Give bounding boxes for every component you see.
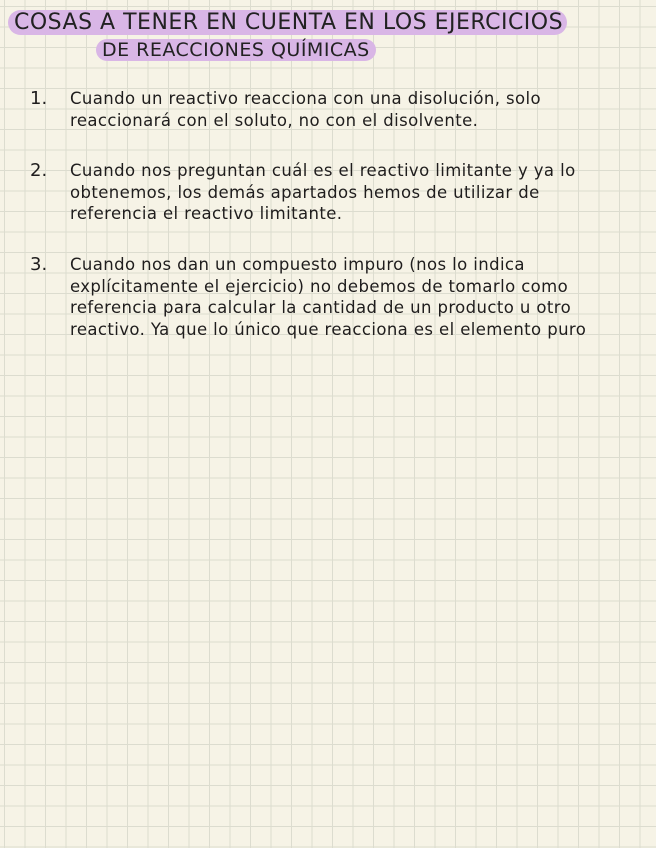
list-item-text: Cuando nos preguntan cuál es el reactivo limitante y ya lo obtenemos, los demás apartados hemos de utilizar de referencia el reactivo limitante.	[70, 161, 576, 223]
title-line-1: COSAS A TENER EN CUENTA EN LOS EJERCICIOS	[8, 10, 567, 35]
page-title	[8, 10, 567, 36]
list-item-number: 3.	[30, 254, 48, 275]
list-item-text: Cuando un reactivo reacciona con una disolución, solo reaccionará con el soluto, no con el disolvente.	[70, 89, 541, 130]
list-item-number: 2.	[30, 160, 48, 181]
list-item	[30, 160, 640, 225]
list-item	[30, 254, 640, 340]
list-item	[30, 88, 640, 131]
list-item-number: 1.	[30, 88, 48, 109]
list-item-text: Cuando nos dan un compuesto impuro (nos lo indica explícitamente el ejercicio) no debemos de tomarlo como referencia para calcular la cantidad de un producto u otro reactivo. Ya que lo único que reacciona es el elemento puro	[70, 255, 587, 339]
title-line-2: DE REACCIONES QUÍMICAS	[96, 39, 376, 61]
page-title-continued	[96, 37, 376, 63]
